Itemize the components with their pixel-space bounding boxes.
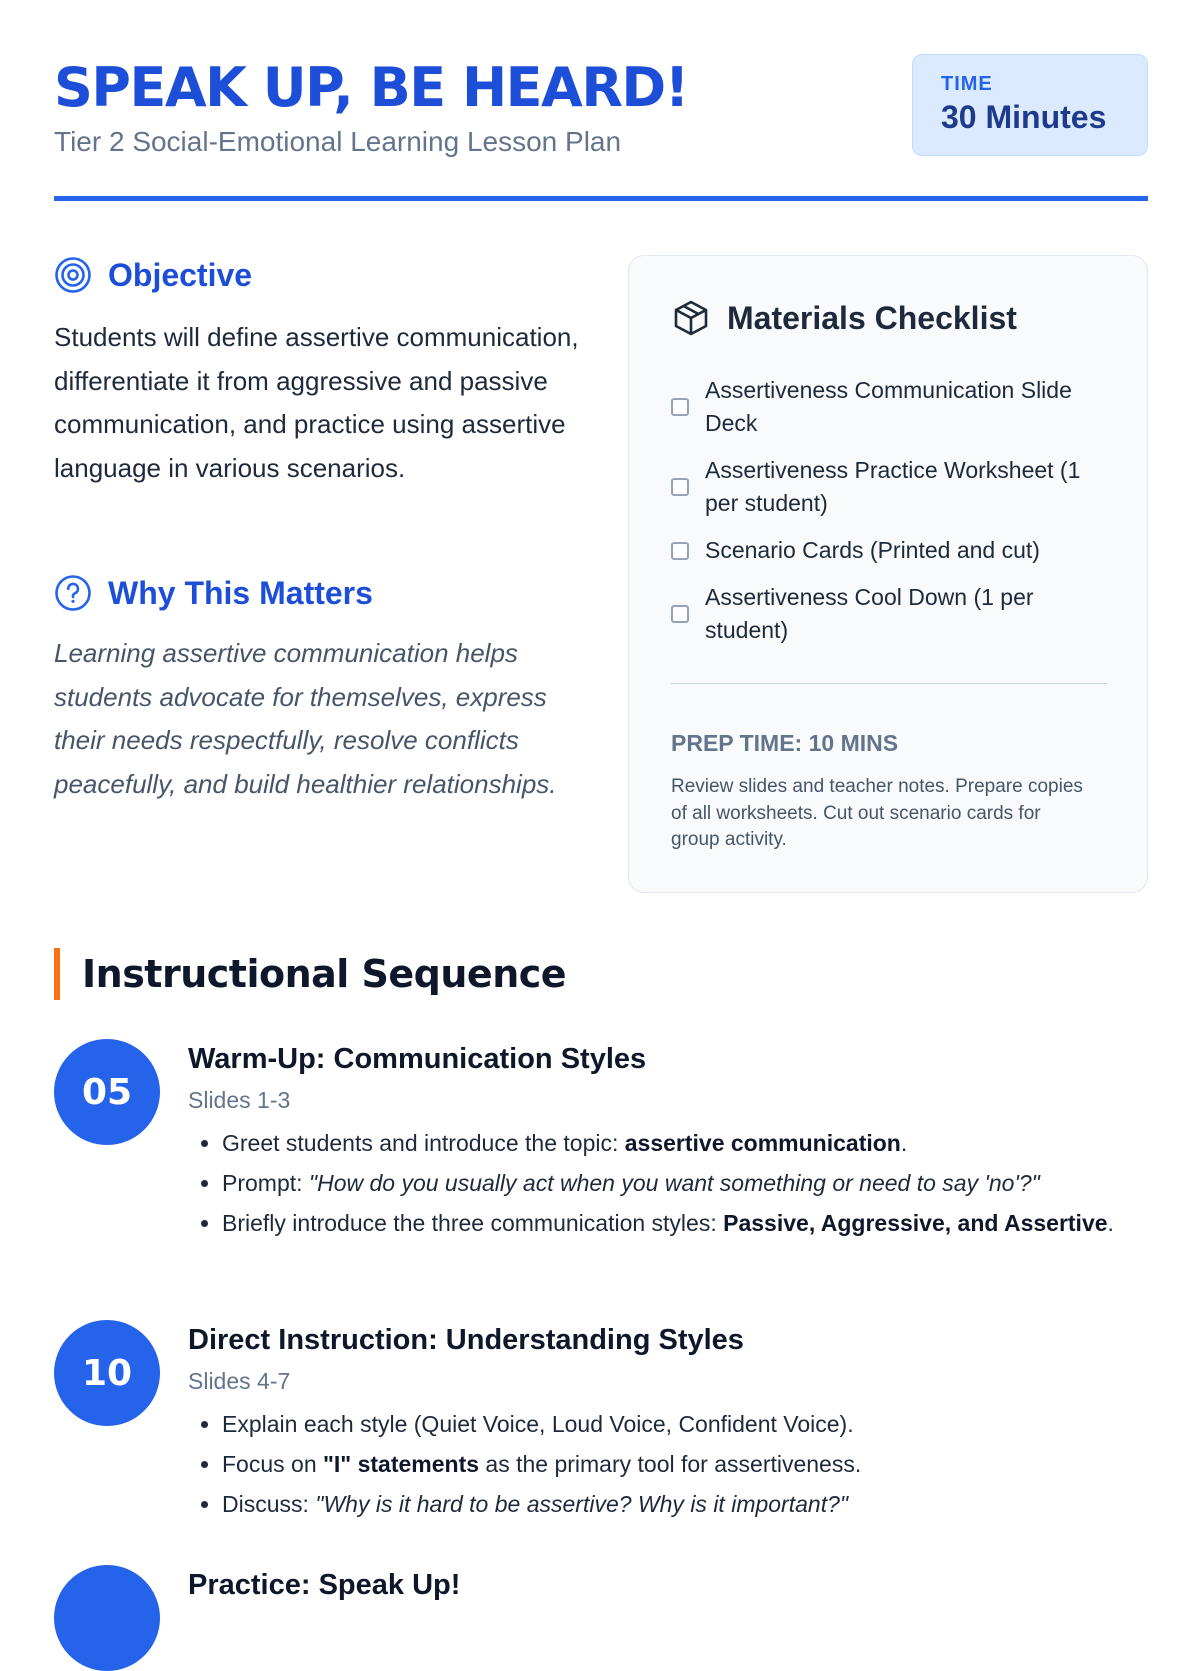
step-bullet-list [188, 1127, 1182, 1247]
step-bullet [222, 1127, 1182, 1160]
checkbox[interactable] [671, 478, 689, 496]
step-slides: Slides 1-3 [188, 1087, 291, 1113]
checklist-item-label: Scenario Cards (Printed and cut) [705, 537, 1040, 563]
step-title: Practice: Speak Up! [188, 1569, 461, 1601]
step-bullet-text: Discuss: [222, 1491, 316, 1517]
step-title: Direct Instruction: Understanding Styles [188, 1324, 744, 1356]
sequence-heading [54, 948, 566, 1000]
objective-heading [54, 256, 252, 294]
step-bullet-text: Explain each style (Quiet Voice, Loud Voice, Confident Voice). [222, 1411, 854, 1437]
step-bullet [222, 1448, 1182, 1481]
materials-heading-label: Materials Checklist [727, 299, 1017, 336]
prep-time-title: PREP TIME: 10 MINS [671, 730, 899, 756]
page-subtitle: Tier 2 Social-Emotional Learning Lesson Plan [54, 126, 622, 157]
checkbox[interactable] [671, 542, 689, 560]
time-badge [912, 54, 1148, 156]
step-bullet [222, 1167, 1182, 1200]
why-text: Learning assertive communication helps students advocate for themselves, express their needs respectfully, resolve conflicts peacefully, and build healthier relationships. [54, 638, 557, 799]
why-heading [54, 574, 373, 612]
step-bullet-text: Greet students and introduce the topic: [222, 1130, 625, 1156]
step-bullet [222, 1488, 1182, 1521]
objective-text: Students will define assertive communication, differentiate it from aggressive and passive communication, and practice using assertive language in various scenarios. [54, 322, 579, 483]
step-bullet-text: . [1107, 1210, 1114, 1236]
sequence-heading-label: Instructional Sequence [82, 952, 567, 996]
step-bullet-text: Prompt: [222, 1170, 309, 1196]
step-minutes-badge: 10 [54, 1320, 160, 1426]
step-bullet-text: . [900, 1130, 908, 1156]
checklist-item-label: Assertiveness Cool Down (1 per student) [705, 584, 1034, 643]
checkbox[interactable] [671, 605, 689, 623]
header [54, 52, 1148, 202]
materials-heading [671, 298, 1017, 338]
step-bullet-text: Briefly introduce the three communication styles: [222, 1210, 724, 1236]
checklist-item[interactable] [671, 454, 1111, 520]
step-bullet-text: "How do you usually act when you want something or need to say 'no'?" [308, 1170, 1040, 1196]
step-bullet-list [188, 1408, 1182, 1528]
step-bullet-text: "Why is it hard to be assertive? Why is it important?" [315, 1491, 849, 1517]
checklist-item[interactable] [671, 534, 1111, 567]
step-title: Warm-Up: Communication Styles [188, 1043, 647, 1075]
question-circle-icon [54, 574, 92, 612]
step-bullet [222, 1408, 1182, 1441]
sequence-heading-accent [54, 948, 60, 1000]
box-icon [671, 298, 711, 338]
time-label: TIME [941, 73, 993, 95]
step-minutes-badge: 05 [54, 1039, 160, 1145]
step-bullet-text: Focus on [222, 1451, 323, 1477]
header-divider [54, 196, 1148, 201]
checklist-item-label: Assertiveness Communication Slide Deck [705, 377, 1072, 436]
step-bullet-text: "I" statements [323, 1451, 480, 1477]
target-icon [54, 256, 92, 294]
step-bullet-text: assertive communication [624, 1130, 901, 1156]
objective-heading-label: Objective [108, 256, 253, 293]
step-bullet [222, 1207, 1182, 1240]
step-slides: Slides 4-7 [188, 1368, 291, 1394]
materials-divider [671, 683, 1107, 684]
checklist-item[interactable] [671, 374, 1111, 440]
step-minutes-badge [54, 1565, 160, 1671]
prep-time-text: Review slides and teacher notes. Prepare copies of all worksheets. Cut out scenario cards for group activity. [671, 776, 1083, 850]
step-bullet-text: Passive, Aggressive, and Assertive [723, 1210, 1108, 1236]
step-bullet-text: as the primary tool for assertiveness. [479, 1451, 862, 1477]
checklist-item-label: Assertiveness Practice Worksheet (1 per student) [705, 457, 1081, 516]
checklist-item[interactable] [671, 581, 1111, 647]
checkbox[interactable] [671, 398, 689, 416]
time-value: 30 Minutes [941, 99, 1107, 135]
why-heading-label: Why This Matters [108, 574, 373, 611]
materials-card [628, 255, 1148, 893]
page-title: SPEAK UP, BE HEARD! [54, 56, 688, 119]
materials-checklist [671, 374, 1111, 661]
